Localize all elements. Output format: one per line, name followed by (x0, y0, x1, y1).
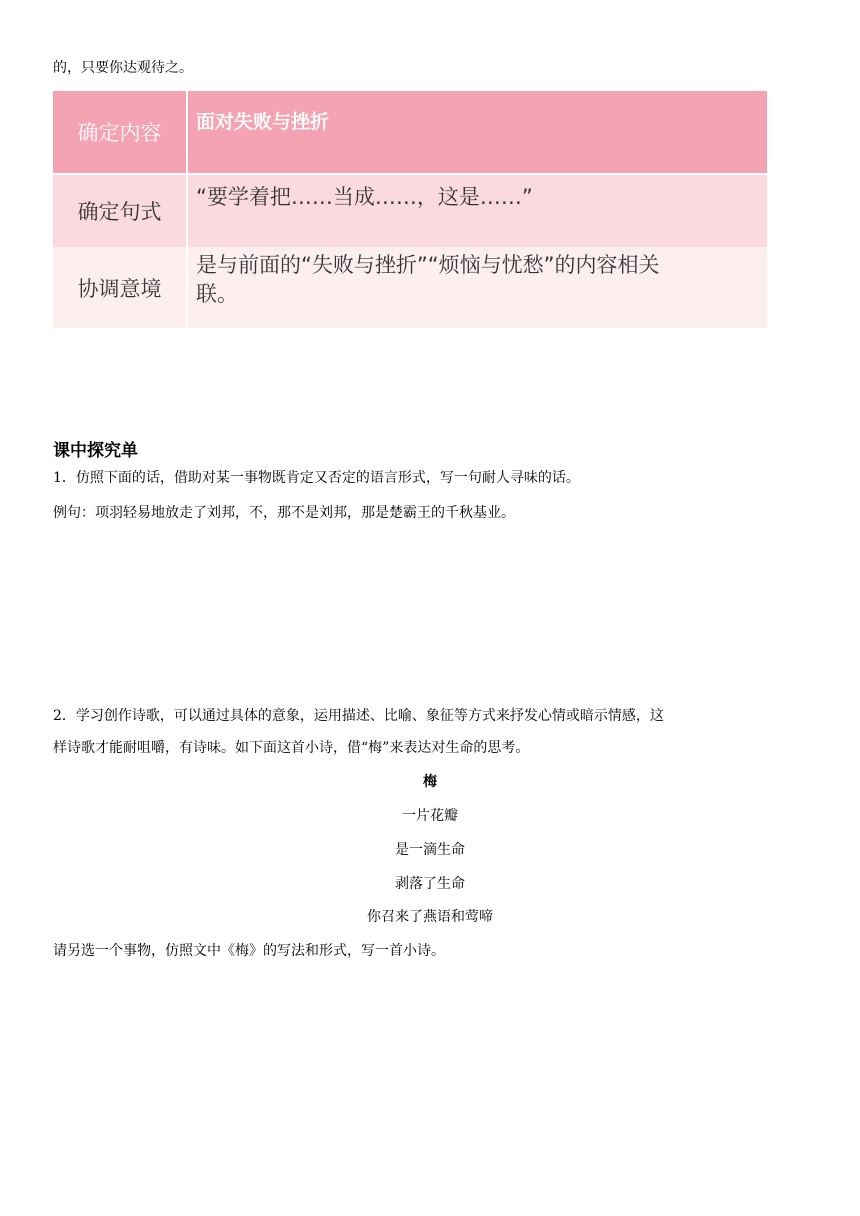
question-2-prompt: 样诗歌才能耐咀嚼，有诗味。如下面这首小诗，借“梅”来表达对生命的思考。 (53, 740, 530, 756)
poem-line: 剥落了生命 (395, 876, 465, 892)
row-content-line: 是与前面的“失败与挫折”“烦恼与忧愁”的内容相关 (196, 253, 660, 277)
poem-line: 一片花瓣 (402, 808, 458, 824)
intro-line: 的，只要你达观待之。 (53, 60, 193, 76)
question-2-prompt: 2．学习创作诗歌，可以通过具体的意象，运用描述、比喻、象征等方式来抒发心情或暗示情感，这 (53, 708, 664, 724)
row-label: 确定内容 (53, 91, 188, 173)
row-content: “要学着把……当成……，这是……” (196, 185, 533, 209)
poem-line: 是一滴生命 (395, 842, 465, 858)
question-2-task: 请另选一个事物，仿照文中《梅》的写法和形式，写一首小诗。 (53, 943, 445, 959)
table-row (53, 91, 767, 173)
row-content-line: 联。 (196, 282, 238, 306)
poem-line: 你召来了燕语和莺啼 (367, 909, 493, 925)
planning-table (53, 91, 767, 328)
poem-title: 梅 (423, 774, 437, 790)
row-content (188, 247, 767, 328)
row-label: 确定句式 (53, 175, 188, 247)
table-row (53, 247, 767, 328)
question-1-example: 例句：项羽轻易地放走了刘邦，不，那不是刘邦，那是楚霸王的千秋基业。 (53, 505, 515, 521)
table-row (53, 174, 767, 247)
row-label: 协调意境 (53, 247, 188, 328)
row-content: 面对失败与挫折 (196, 111, 330, 133)
section-heading: 课中探究单 (53, 441, 138, 461)
question-1-prompt: 1．仿照下面的话，借助对某一事物既肯定又否定的语言形式，写一句耐人寻味的话。 (53, 470, 580, 486)
